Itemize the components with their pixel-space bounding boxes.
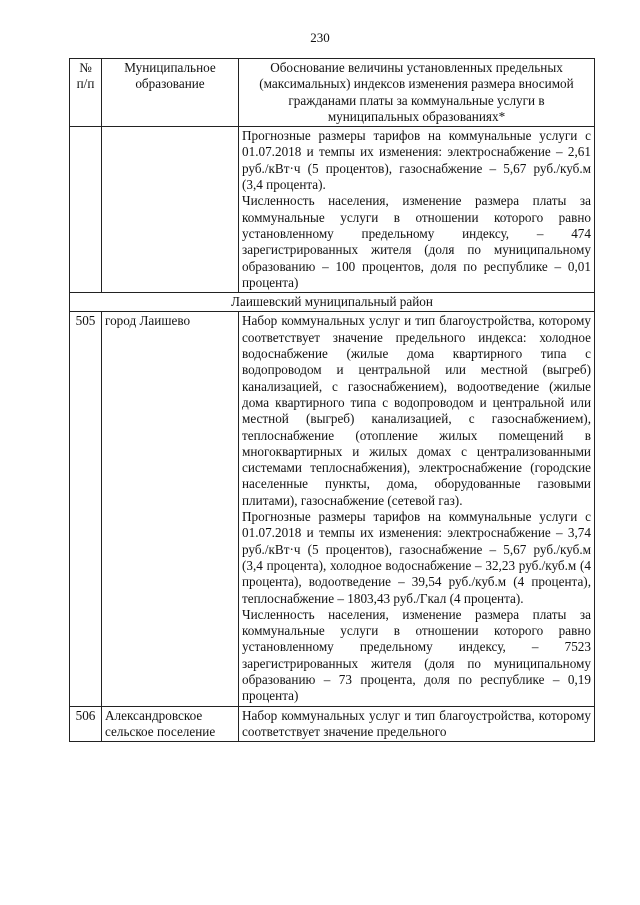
header-municipality: Муниципальное образование xyxy=(102,59,239,127)
page-number: 230 xyxy=(310,30,330,45)
row-num: 505 xyxy=(70,312,102,706)
row-num: 506 xyxy=(70,706,102,742)
table-header-row xyxy=(70,59,595,127)
forecast-paragraph: Прогнозные размеры тарифов на коммунальные услуги с 01.07.2018 и темпы их изменения: электроснабжение – 3,74 руб./кВт·ч (5 процентов), газоснабжение – 5,67 руб./куб.м (3,4 процента), холодное водоснабжение – 32,23 руб./куб.м (4 процента), водоотведение – 39,54 руб./куб.м (4 процента), теплоснабжение – 1803,43 руб./Гкал (4 процента). xyxy=(242,509,591,606)
row-justification xyxy=(239,312,595,706)
population-paragraph: Численность населения, изменение размера платы за коммунальные услуги в отношении которого равно установленному предельному индексу, – 474 зарегистрированных жителя (доля по муниципальному образованию – 100 процентов, доля по республике – 0,01 процента) xyxy=(242,193,591,290)
district-row xyxy=(70,293,595,312)
table-row xyxy=(70,127,595,293)
header-justification: Обоснование величины установленных предельных (максимальных) индексов изменения размера вносимой гражданами платы за коммунальные услуги в муниципальных образованиях* xyxy=(239,59,595,127)
row-num xyxy=(70,127,102,293)
row-municipality: Александровское сельское поселение xyxy=(102,706,239,742)
row-justification xyxy=(239,127,595,293)
services-paragraph: Набор коммунальных услуг и тип благоустройства, которому соответствует значение предельного xyxy=(242,707,591,739)
forecast-paragraph: Прогнозные размеры тарифов на коммунальные услуги с 01.07.2018 и темпы их изменения: электроснабжение – 2,61 руб./кВт·ч (5 процентов), газоснабжение – 5,67 руб./куб.м (3,4 процента). xyxy=(242,128,591,193)
header-num: № п/п xyxy=(70,59,102,127)
row-justification xyxy=(239,706,595,742)
district-title: Лаишевский муниципальный район xyxy=(70,293,595,312)
table-row xyxy=(70,706,595,742)
table-row xyxy=(70,312,595,706)
population-paragraph: Численность населения, изменение размера платы за коммунальные услуги в отношении которого равно установленному предельному индексу, – 7523 зарегистрированных жителя (доля по муниципальному образованию – 73 процента, доля по республике – 0,19 процента) xyxy=(242,606,591,704)
row-municipality: город Лаишево xyxy=(102,312,239,706)
services-paragraph: Набор коммунальных услуг и тип благоустройства, которому соответствует значение предельного индекса: холодное водоснабжение (жилые дома квартирного типа с водопроводом и центральной или местной (выгреб) канализацией, с газоснабжением), водоотведение (жилые дома квартирного типа с водопроводом и центральной или местной (выгреб) канализацией, с газоснабжением), теплоснабжение (отопление жилых помещений в многоквартирных и жилых домах с централизованными системами теплоснабжения), электроснабжение (городские населенные пункты, дома, оборудованные газовыми плитами), газоснабжение (сетевой газ). xyxy=(242,313,591,508)
tariff-index-table xyxy=(69,58,595,742)
row-municipality xyxy=(102,127,239,293)
